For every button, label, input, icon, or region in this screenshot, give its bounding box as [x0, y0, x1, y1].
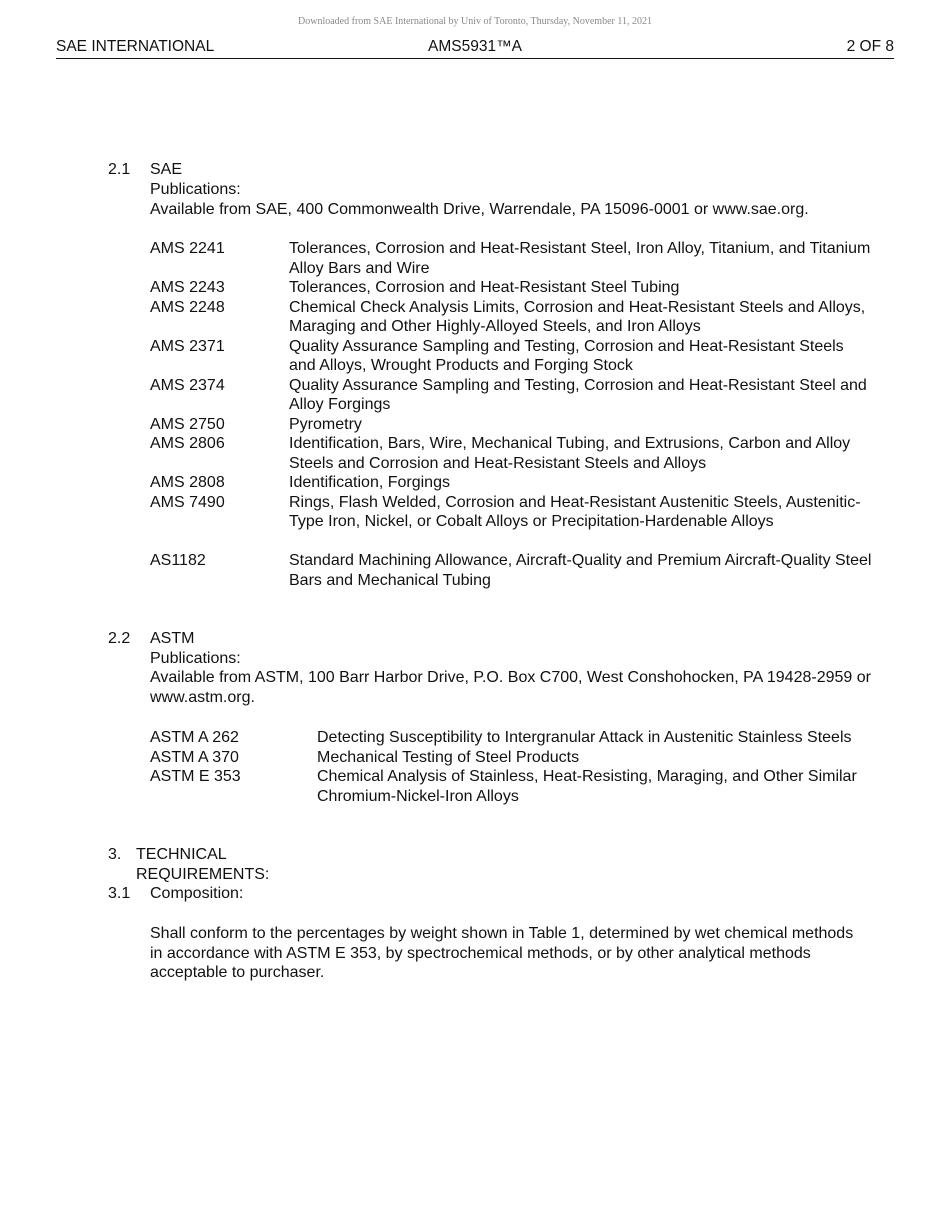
sae-availability: Available from SAE, 400 Commonwealth Drive, Warrendale, PA 15096-0001 or www.sae.org. [150, 201, 809, 218]
section-title-sae: SAE Publications: [150, 161, 241, 198]
reference-code: AMS 2243 [150, 279, 225, 296]
reference-row [150, 767, 880, 806]
reference-row [150, 434, 880, 473]
reference-row [150, 337, 880, 376]
publisher-name: SAE INTERNATIONAL [56, 38, 215, 55]
reference-row [150, 278, 880, 298]
reference-title: Quality Assurance Sampling and Testing, Corrosion and Heat-Resistant Steels and Alloys, Wrought Products and Forging Stock [289, 337, 844, 374]
section-number: 3. [108, 846, 122, 863]
page-header [56, 38, 894, 59]
section-title-astm: ASTM Publications: [150, 630, 241, 667]
reference-code: AS1182 [150, 552, 206, 569]
reference-code: AMS 2808 [150, 474, 225, 491]
section-number: 3.1 [108, 885, 131, 902]
reference-title: Chemical Analysis of Stainless, Heat-Resisting, Maraging, and Other Similar Chromium-Nickel-Iron Alloys [317, 768, 857, 805]
section-number: 2.1 [108, 161, 131, 178]
reference-row [150, 298, 880, 337]
reference-code: AMS 2241 [150, 240, 225, 257]
reference-code: AMS 7490 [150, 493, 225, 511]
reference-code: AMS 2750 [150, 415, 225, 433]
reference-title: Pyrometry [289, 415, 362, 433]
reference-title: Quality Assurance Sampling and Testing, Corrosion and Heat-Resistant Steel and Alloy Forgings [289, 376, 867, 413]
reference-row [150, 748, 880, 768]
reference-row [150, 239, 880, 278]
reference-code: AMS 2806 [150, 435, 225, 452]
reference-code: ASTM E 353 [150, 768, 241, 785]
reference-row [150, 728, 880, 748]
reference-title: Identification, Bars, Wire, Mechanical Tubing, and Extrusions, Carbon and Alloy Steels and Corrosion and Heat-Resistant Steels and Alloys [289, 435, 851, 472]
section-title-technical: TECHNICAL REQUIREMENTS: [136, 846, 270, 883]
reference-code: AMS 2248 [150, 298, 225, 316]
astm-reference-list [150, 728, 880, 806]
reference-code: AMS 2374 [150, 376, 225, 394]
reference-row [150, 415, 880, 435]
reference-title: Rings, Flash Welded, Corrosion and Heat-Resistant Austenitic Steels, Austenitic-Type Iron, Nickel, or Cobalt Alloys or Precipitation-Hardenable Alloys [289, 493, 861, 530]
reference-row [150, 551, 880, 590]
reference-title: Mechanical Testing of Steel Products [317, 748, 580, 766]
download-watermark: Downloaded from SAE International by Univ of Toronto, Thursday, November 11, 2021 [298, 16, 652, 27]
section-number: 2.2 [108, 630, 131, 647]
reference-row [150, 473, 880, 493]
reference-row [150, 376, 880, 415]
reference-title: Tolerances, Corrosion and Heat-Resistant Steel, Iron Alloy, Titanium, and Titanium Alloy Bars and Wire [289, 240, 871, 277]
sae-reference-list [150, 239, 880, 590]
reference-code: ASTM A 370 [150, 748, 239, 766]
reference-title: Tolerances, Corrosion and Heat-Resistant Steel Tubing [289, 279, 680, 296]
reference-code: ASTM A 262 [150, 729, 239, 746]
section-title-composition: Composition: [150, 885, 244, 902]
reference-title: Detecting Susceptibility to Intergranular Attack in Austenitic Stainless Steels [317, 729, 852, 746]
reference-title: Standard Machining Allowance, Aircraft-Quality and Premium Aircraft-Quality Steel Bars and Mechanical Tubing [289, 552, 872, 589]
page-number: 2 OF 8 [846, 38, 894, 55]
document-number: AMS5931™A [428, 38, 522, 55]
reference-title: Identification, Forgings [289, 474, 450, 491]
reference-row [150, 493, 880, 532]
astm-availability: Available from ASTM, 100 Barr Harbor Drive, P.O. Box C700, West Conshohocken, PA 19428-2959 or www.astm.org. [150, 669, 871, 706]
reference-code: AMS 2371 [150, 337, 225, 355]
reference-title: Chemical Check Analysis Limits, Corrosion and Heat-Resistant Steels and Alloys, Maraging and Other Highly-Alloyed Steels, and Iron Alloys [289, 298, 866, 335]
composition-text: Shall conform to the percentages by weight shown in Table 1, determined by wet chemical methods in accordance with ASTM E 353, by spectrochemical methods, or by other analytical methods acceptable to purchaser. [150, 925, 854, 981]
